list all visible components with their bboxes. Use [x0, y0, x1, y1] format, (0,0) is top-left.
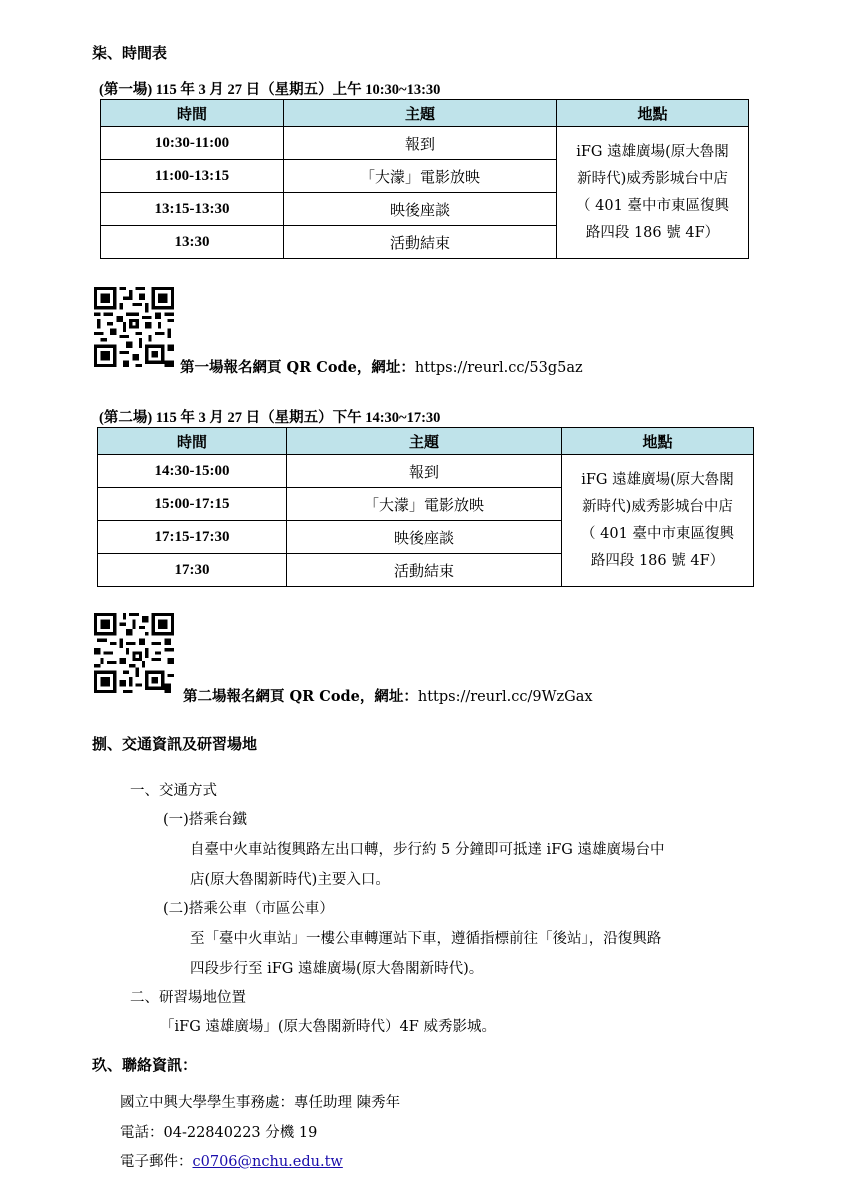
session2-schedule-table — [97, 427, 754, 587]
contact-email-row — [120, 1152, 343, 1172]
header-time: 時間 — [101, 100, 284, 127]
location-line: 路四段 186 號 4F） — [585, 224, 720, 241]
email-label: 電子郵件： — [120, 1154, 193, 1170]
table-header-row — [101, 100, 749, 127]
location-line: （ 401 臺中市東區復興 — [576, 197, 729, 214]
row-topic: 活動結束 — [284, 226, 557, 259]
location-line: 新時代)威秀影城台中店 — [577, 170, 728, 187]
location-line: iFG 遠雄廣場(原大魯閣 — [581, 471, 734, 488]
row-time: 17:30 — [98, 554, 287, 587]
header-location: 地點 — [557, 100, 749, 127]
session1-schedule-table — [100, 99, 749, 259]
qr-code-session2[interactable] — [94, 613, 174, 693]
registration-url-session1[interactable]: https://reurl.cc/53g5az — [414, 360, 583, 376]
section-title-schedule: 柒、時間表 — [92, 44, 168, 62]
transport-heading: 一、交通方式 — [130, 783, 217, 799]
qr-caption-session2 — [183, 685, 593, 706]
bus-heading: (二)搭乘公車（市區公車） — [163, 901, 334, 917]
row-topic: 映後座談 — [284, 193, 557, 226]
row-topic: 報到 — [287, 455, 562, 488]
header-topic: 主題 — [287, 428, 562, 455]
bus-text-line2: 四段步行至 iFG 遠雄廣場(原大魯閣新時代)。 — [190, 961, 484, 977]
row-time: 11:00-13:15 — [101, 160, 284, 193]
session1-title: (第一場) 115 年 3 月 27 日（星期五）上午 10:30~13:30 — [99, 82, 441, 98]
header-topic: 主題 — [284, 100, 557, 127]
section-title-transport: 捌、交通資訊及研習場地 — [92, 735, 258, 753]
qr-label: 第一場報名網頁 QR Code，網址： — [180, 359, 415, 376]
qr-label: 第二場報名網頁 QR Code，網址： — [183, 688, 418, 705]
row-time: 15:00-17:15 — [98, 488, 287, 521]
table-row — [98, 455, 754, 488]
table-row — [101, 127, 749, 160]
location-cell — [557, 127, 749, 259]
table-header-row — [98, 428, 754, 455]
row-topic: 報到 — [284, 127, 557, 160]
row-topic: 映後座談 — [287, 521, 562, 554]
train-text-line1: 自臺中火車站復興路左出口轉，步行約 5 分鐘即可抵達 iFG 遠雄廣場台中 — [190, 842, 665, 858]
venue-heading: 二、研習場地位置 — [130, 990, 246, 1006]
venue-text: 「iFG 遠雄廣場」(原大魯閣新時代）4F 威秀影城。 — [160, 1019, 496, 1035]
section-title-contact: 玖、聯絡資訊： — [92, 1056, 198, 1074]
contact-phone: 電話：04-22840223 分機 19 — [120, 1125, 318, 1141]
location-line: （ 401 臺中市東區復興 — [581, 525, 734, 542]
row-time: 10:30-11:00 — [101, 127, 284, 160]
registration-url-session2[interactable]: https://reurl.cc/9WzGax — [417, 689, 593, 705]
row-time: 13:30 — [101, 226, 284, 259]
train-text-line2: 店(原大魯閣新時代)主要入口。 — [190, 872, 390, 888]
header-time: 時間 — [98, 428, 287, 455]
row-topic: 活動結束 — [287, 554, 562, 587]
row-time: 13:15-13:30 — [101, 193, 284, 226]
location-line: 路四段 186 號 4F） — [590, 552, 725, 569]
location-line: iFG 遠雄廣場(原大魯閣 — [576, 143, 729, 160]
session2-title: (第二場) 115 年 3 月 27 日（星期五）下午 14:30~17:30 — [99, 410, 441, 426]
row-time: 14:30-15:00 — [98, 455, 287, 488]
location-cell — [562, 455, 754, 587]
row-time: 17:15-17:30 — [98, 521, 287, 554]
row-topic: 「大濛」電影放映 — [284, 160, 557, 193]
header-location: 地點 — [562, 428, 754, 455]
location-line: 新時代)威秀影城台中店 — [582, 498, 733, 515]
qr-code-session1[interactable] — [94, 287, 174, 367]
train-heading: (一)搭乘台鐵 — [163, 812, 247, 828]
qr-caption-session1 — [180, 356, 583, 377]
contact-line: 國立中興大學學生事務處：專任助理 陳秀年 — [120, 1095, 401, 1111]
email-link[interactable]: c0706@nchu.edu.tw — [192, 1154, 343, 1170]
row-topic: 「大濛」電影放映 — [287, 488, 562, 521]
bus-text-line1: 至「臺中火車站」一樓公車轉運站下車，遵循指標前往「後站」，沿復興路 — [190, 931, 662, 947]
